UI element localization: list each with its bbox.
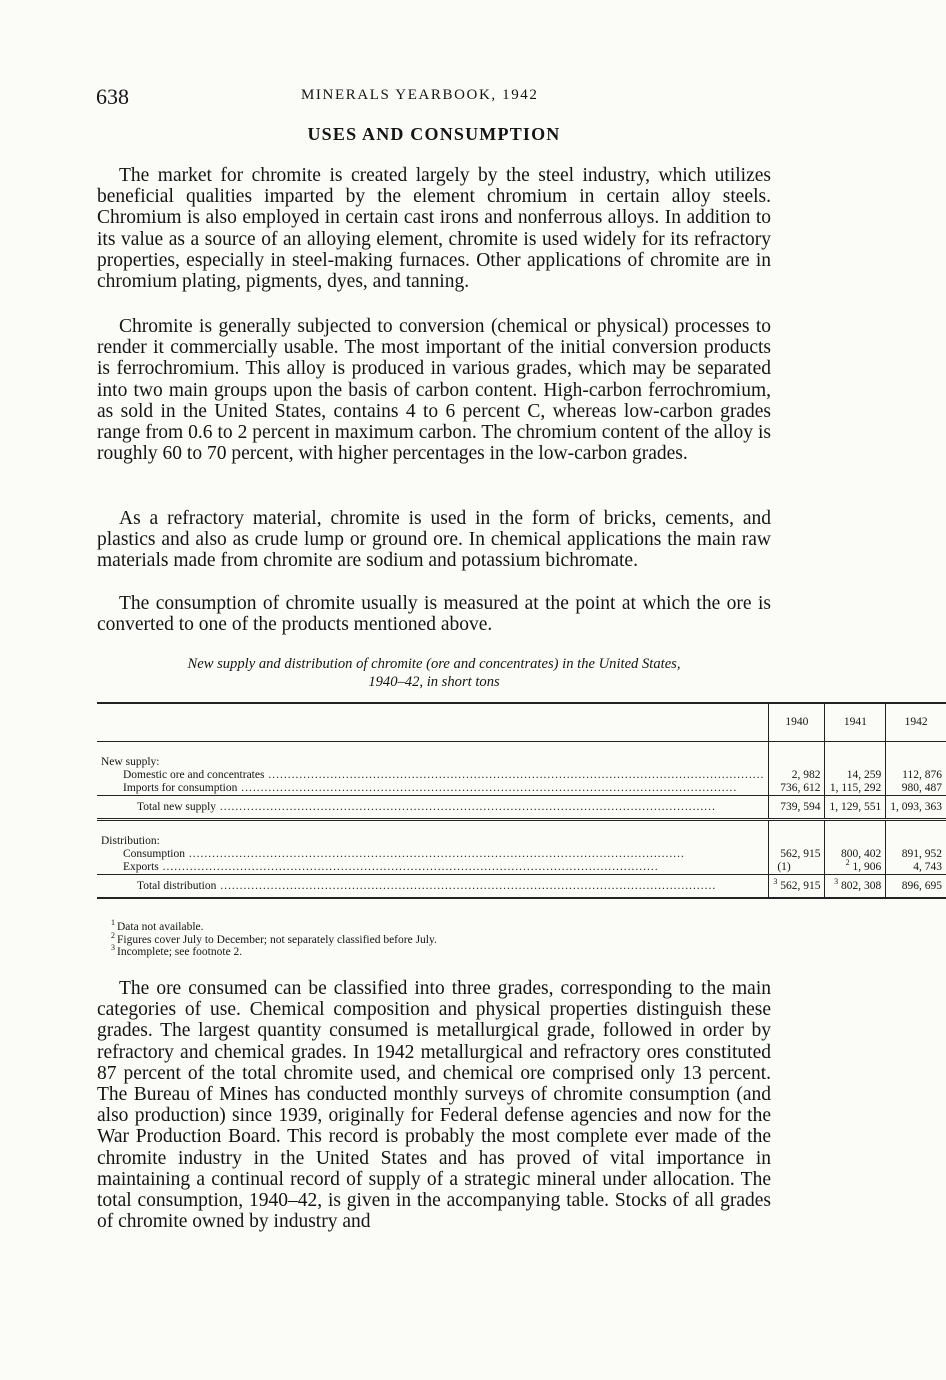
cell-exports-1941: $^2$ 1, 906 [825,861,886,875]
footnote-ref: 3 [773,876,778,886]
cell-total-dist-1940: $^3$ 562, 915 [769,875,825,899]
table-row-total-new [97,796,946,820]
table-row [97,782,946,796]
cell-imports-1940: 736, 612 [769,782,825,796]
row-label-consumption: Consumption ..... [97,848,769,861]
section-title: USES AND CONSUMPTION [307,124,561,144]
cell-total-dist-1941: $^3$ 802, 308 [825,875,886,899]
table-header-row [97,703,946,742]
new-supply-heading: New supply: [101,756,160,768]
cell-total-new-1942: 1, 093, 363 [886,796,946,820]
footnote-2: $^2$ Figures cover July to December; not separately classified before July. [111,930,437,946]
footnote-ref: 2 [845,858,850,868]
paragraph-grades: The ore consumed can be classified into three grades, corresponding to the main categories of use. Chemical composition and physical properties distinguish these grades. The largest quantity consumed is metallurgical grade, followed in order by refractory and chemical grades. In 1942 metallurgical and refractory ores constituted 87 percent of the total chromite used, and chemical ore comprised only 13 percent. The Bureau of Mines has conducted monthly surveys of chromite consumption (and also production) since 1939, originally for Federal defense agencies and now for the War Production Board. This record is probably the most complete ever made of the chromite industry in the United States and has proved of vital importance in maintaining a continual record of supply of a strategic mineral under allocation. The total consumption, 1940–42, is given in the accompanying table. Stocks of all grades of chromite owned by industry and [97,978,771,1233]
paragraph-consumption-measure: The consumption of chromite usually is measured at the point at which the ore is converted to one of the products mentioned above. [97,593,771,636]
table-row-total-distribution [97,875,946,899]
cell-consumption-1942: 891, 952 [886,848,946,861]
cell-consumption-1940: 562, 915 [769,848,825,861]
year-header-1942: 1942 [886,703,946,742]
footnote-ref: 3 [834,876,839,886]
paragraph-refractory: As a refractory material, chromite is used in the form of bricks, cements, and plastics and also as crude lump or ground ore. In chemical applications the main raw materials made from chromite are sodium and potassium bichromate. [97,508,771,572]
page-header [96,84,772,108]
table-row [97,848,946,861]
footnote-3: $^3$ Incomplete; see footnote 2. [111,943,243,959]
table-caption [97,655,771,691]
cell-imports-1942: 980, 487 [886,782,946,796]
footnote-1: $^1$ Data not available. [111,918,204,933]
cell-domestic-1940: 2, 982 [769,769,825,782]
cell-total-new-1941: 1, 129, 551 [825,796,886,820]
table-caption-line1: New supply and distribution of chromite (ore and concentrates) in the United States, [187,656,681,672]
table-row [97,861,946,875]
cell-imports-1941: 1, 115, 292 [825,782,886,796]
table-row [97,769,946,782]
distribution-heading: Distribution: [101,835,160,847]
cell-domestic-1942: 112, 876 [886,769,946,782]
cell-exports-1940: (1) [769,861,825,875]
cell-consumption-1941: 800, 402 [825,848,886,861]
row-label-total-distribution: Total distribution ..... [97,875,769,899]
row-label-domestic: Domestic ore and concentrates ..... [97,769,769,782]
row-label-imports: Imports for consumption ..... [97,782,769,796]
row-label-exports: Exports ..... [97,861,769,875]
cell-total-dist-1942: 896, 695 [886,875,946,899]
page-number: 638 [96,84,129,109]
running-head: MINERALS YEARBOOK, 1942 [301,87,539,103]
cell-total-new-1940: 739, 594 [769,796,825,820]
cell-domestic-1941: 14, 259 [825,769,886,782]
paragraph-market: The market for chromite is created largely by the steel industry, which utilizes beneficial qualities imparted by the element chromium in certain alloy steels. Chromium is also employed in certain cast irons and nonferrous alloys. In addition to its value as a source of an alloying element, chromite is used widely for its refractory properties, especially in steel-making furnaces. Other applications of chromite are in chromium plating, pigments, dyes, and tanning. [97,165,771,293]
table-footnotes [111,918,437,959]
table-caption-line2: 1940–42, in short tons [368,674,500,690]
row-label-total-new: Total new supply ..... [97,796,769,820]
paragraph-conversion: Chromite is generally subjected to conversion (chemical or physical) processes to render it commercially usable. The most important of the initial conversion products is ferrochromium. This alloy is produced in various grades, which may be separated into two main groups upon the basis of carbon content. High-carbon ferrochromium, as sold in the United States, contains 4 to 6 percent C, whereas low-carbon grades range from 0.6 to 2 percent in maximum carbon. The chromium content of the alloy is roughly 60 to 70 percent, with higher percentages in the low-carbon grades. [97,316,771,465]
year-header-1941: 1941 [825,703,886,742]
table-row [97,835,946,848]
supply-distribution-table [97,702,946,899]
cell-exports-1942: 4, 743 [886,861,946,875]
year-header-1940: 1940 [769,703,825,742]
table-row [97,756,946,769]
stub-header [97,703,769,742]
